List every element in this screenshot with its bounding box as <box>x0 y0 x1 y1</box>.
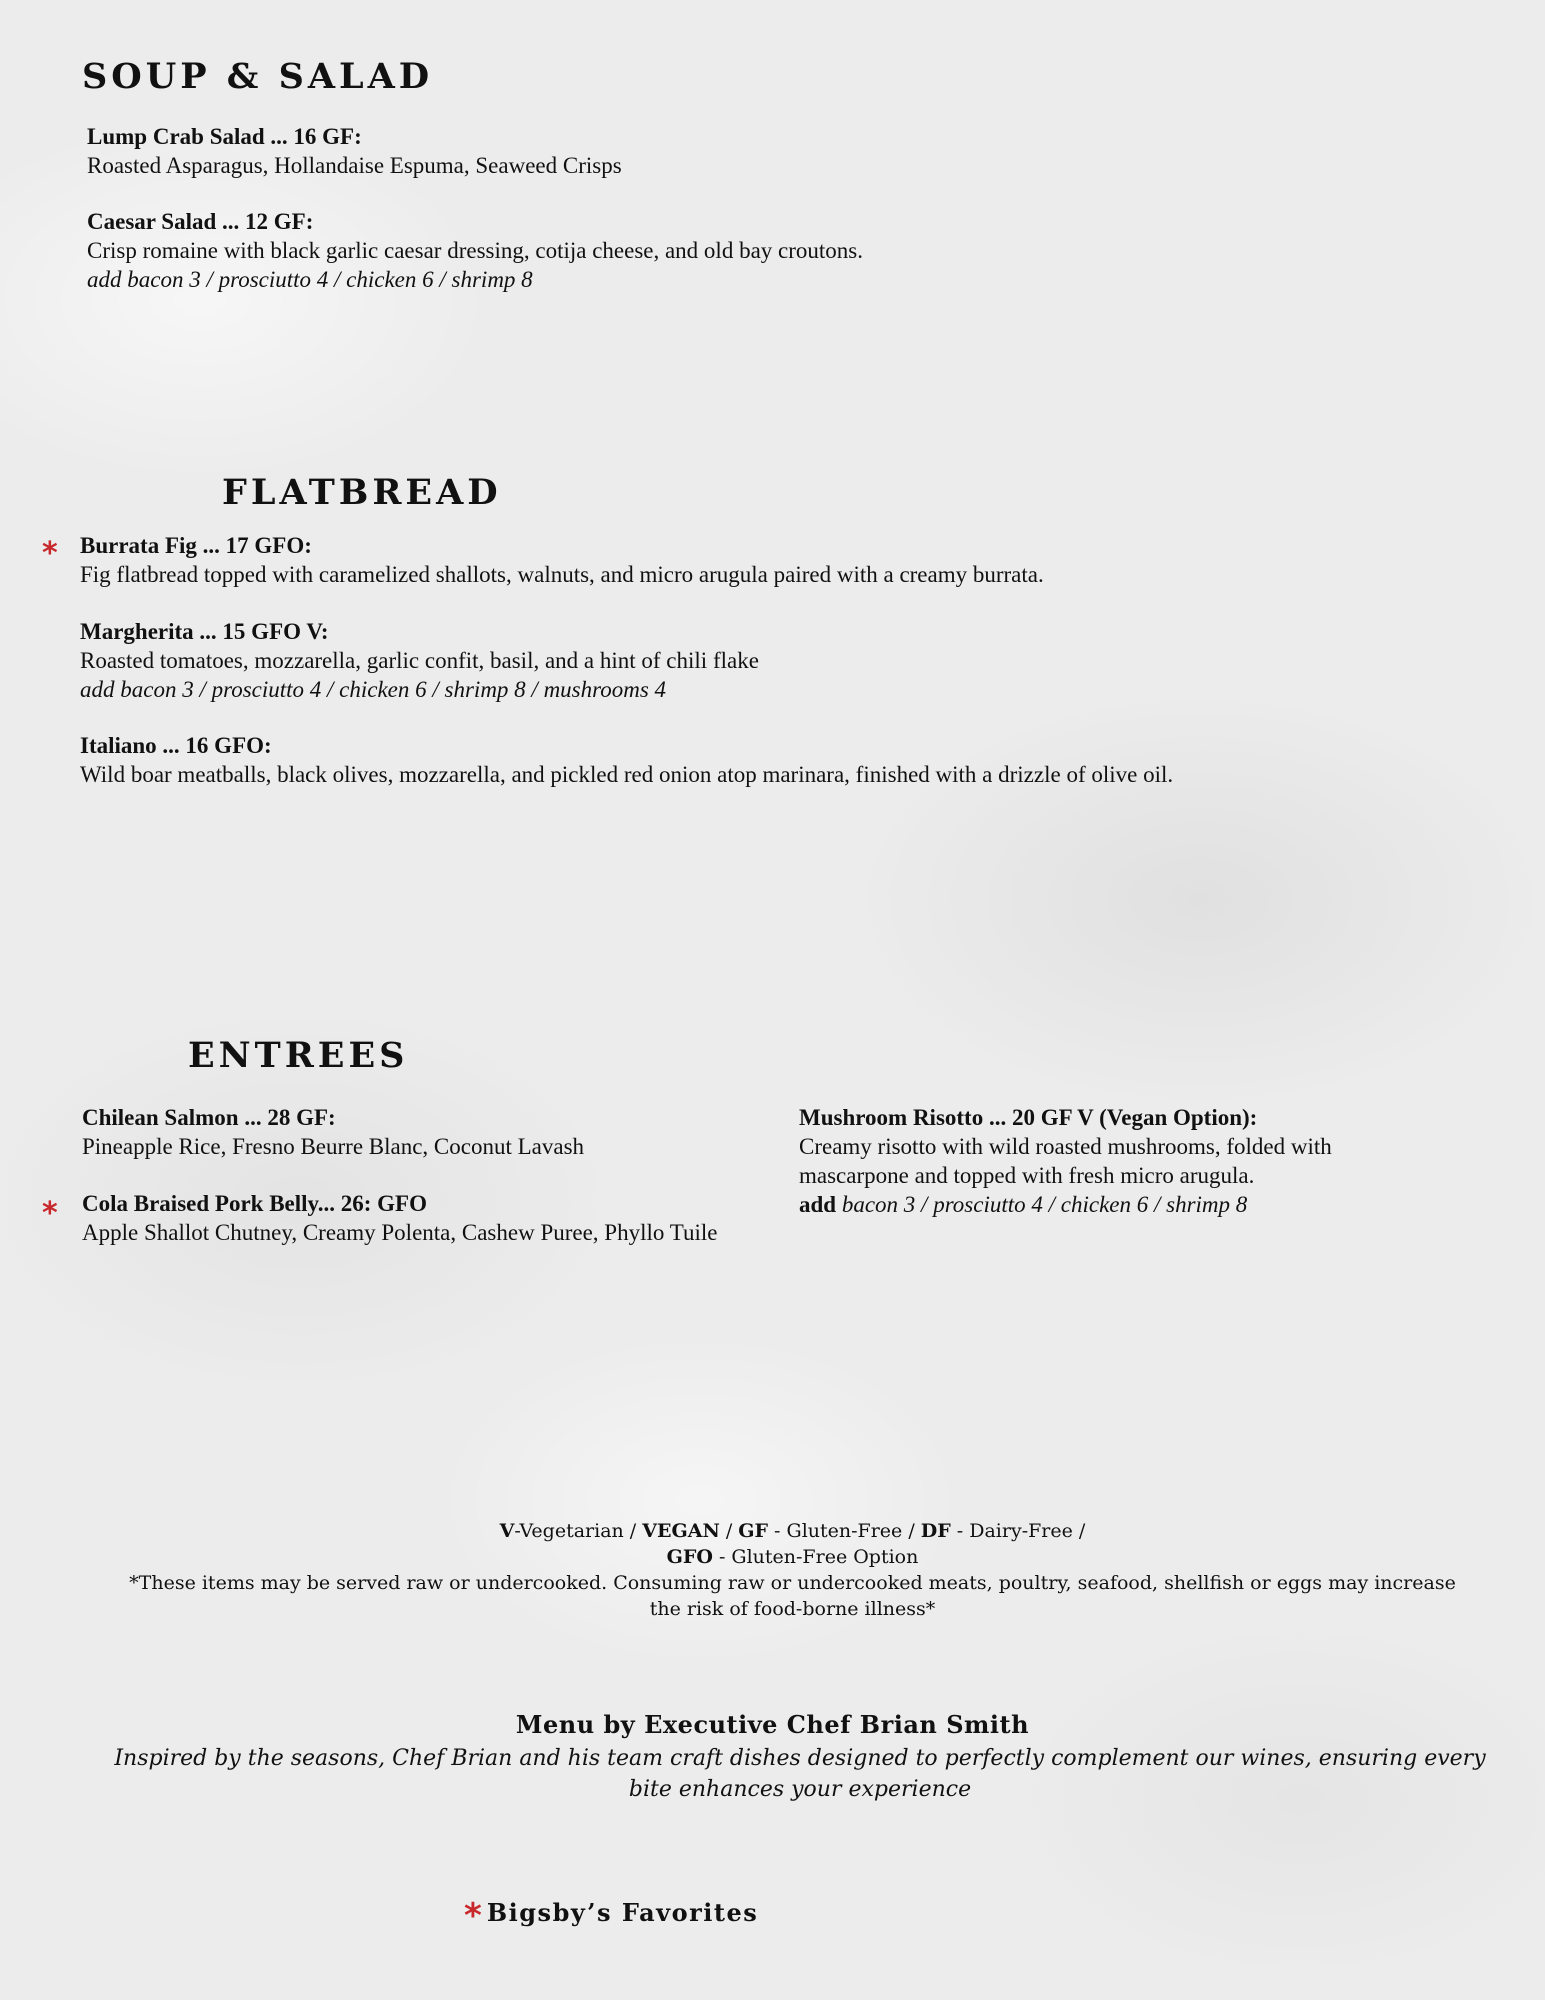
item-add-ons: add bacon 3 / prosciutto 4 / chicken 6 / shrimp 8 / mushrooms 4 <box>80 677 667 702</box>
item-description: Roasted tomatoes, mozzarella, garlic confit, basil, and a hint of chili flake <box>80 648 759 673</box>
section-title-entrees: ENTREES <box>188 1035 409 1076</box>
favorites-label: Bigsby’s Favorites <box>486 1898 759 1927</box>
menu-item-lump-crab-salad <box>87 122 1087 180</box>
menu-item-cola-braised-pork-belly <box>82 1189 742 1247</box>
menu-item-caesar-salad <box>87 207 1187 294</box>
chef-credit-title: Menu by Executive Chef Brian Smith <box>515 1710 1030 1739</box>
item-description: Roasted Asparagus, Hollandaise Espuma, Seaweed Crisps <box>87 153 622 178</box>
favorite-star-icon: * <box>42 536 58 571</box>
item-add-ons: add bacon 3 / prosciutto 4 / chicken 6 / shrimp 8 <box>87 267 533 292</box>
raw-food-warning: *These items may be served raw or undercooked. Consuming raw or undercooked meats, poultry, seafood, shellfish or eggs may increase the risk of food-borne illness* <box>129 1572 1456 1620</box>
item-name: Cola Braised Pork Belly... 26: GFO <box>82 1191 427 1216</box>
dietary-legend <box>120 1518 1465 1622</box>
item-add-ons <box>799 1190 1439 1219</box>
add-options: bacon 3 / prosciutto 4 / chicken 6 / shrimp 8 <box>841 1192 1248 1217</box>
legend-sep: / <box>719 1520 739 1542</box>
item-name: Mushroom Risotto ... 20 GF V (Vegan Option): <box>799 1105 1258 1130</box>
item-description: Crisp romaine with black garlic caesar dressing, cotija cheese, and old bay croutons. <box>87 238 863 263</box>
item-description: Wild boar meatballs, black olives, mozzarella, and pickled red onion atop marinara, finished with a drizzle of olive oil. <box>80 762 1174 787</box>
menu-item-italiano <box>80 731 1500 789</box>
add-prefix: add <box>799 1192 837 1217</box>
item-name: Chilean Salmon ... 28 GF: <box>82 1105 336 1130</box>
menu-item-mushroom-risotto <box>799 1103 1439 1219</box>
legend-line-2 <box>120 1544 1465 1570</box>
item-description: Pineapple Rice, Fresno Beurre Blanc, Coconut Lavash <box>82 1134 585 1159</box>
favorite-star-icon: * <box>42 1196 58 1231</box>
item-name: Caesar Salad ... 12 GF: <box>87 209 314 234</box>
legend-line-1 <box>120 1518 1465 1544</box>
item-description: Fig flatbread topped with caramelized shallots, walnuts, and micro arugula paired with a creamy burrata. <box>80 562 1044 587</box>
item-name: Lump Crab Salad ... 16 GF: <box>87 124 362 149</box>
legend-gf-text: - Gluten-Free / <box>768 1520 921 1542</box>
legend-gfo: GFO <box>666 1546 713 1568</box>
item-description: Apple Shallot Chutney, Creamy Polenta, Cashew Puree, Phyllo Tuile <box>82 1220 718 1245</box>
favorites-key <box>464 1896 759 1936</box>
favorite-star-icon: * <box>464 1896 482 1936</box>
legend-df-text: - Dairy-Free / <box>950 1520 1086 1542</box>
section-title-flatbread: FLATBREAD <box>222 472 502 513</box>
chef-credit-text: Inspired by the seasons, Chef Brian and his team craft dishes designed to perfectly complement our wines, ensuring every bite enhances your experience <box>114 1746 1486 1802</box>
legend-gf: GF <box>738 1520 769 1542</box>
item-name: Italiano ... 16 GFO: <box>80 733 272 758</box>
legend-v: V <box>499 1520 515 1542</box>
legend-vegan: VEGAN <box>642 1520 720 1542</box>
legend-v-text: -Vegetarian / <box>514 1520 643 1542</box>
item-name: Margherita ... 15 GFO V: <box>80 619 329 644</box>
item-description: Creamy risotto with wild roasted mushrooms, folded with mascarpone and topped with fresh micro arugula. <box>799 1134 1332 1188</box>
item-name: Burrata Fig ... 17 GFO: <box>80 533 312 558</box>
section-title-soup-salad: SOUP & SALAD <box>82 56 434 97</box>
legend-gfo-text: - Gluten-Free Option <box>712 1546 919 1568</box>
menu-item-burrata-fig <box>80 531 1480 589</box>
menu-item-margherita <box>80 617 1480 704</box>
menu-item-chilean-salmon <box>82 1103 762 1161</box>
legend-df: DF <box>920 1520 951 1542</box>
